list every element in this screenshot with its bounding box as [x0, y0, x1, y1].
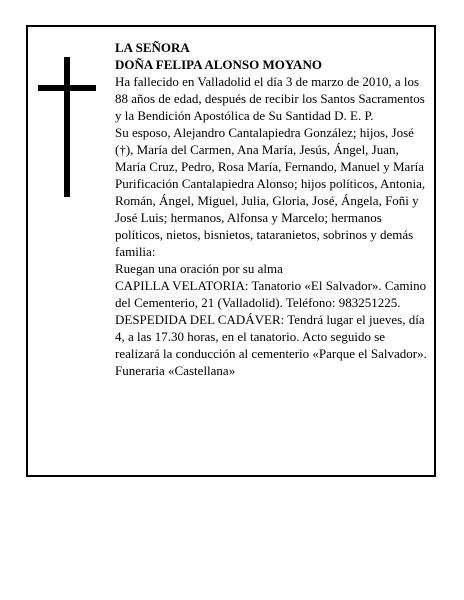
funeral-home: Funeraria «Castellana» [115, 363, 236, 378]
funeral-info: DESPEDIDA DEL CADÁVER: Tendrá lugar el jueves, día 4, a las 17.30 horas, en el tanatorio. Acto seguido se realizará la conducción al cementerio «Parque el Salvador». [115, 312, 427, 361]
chapel-info: CAPILLA VELATORIA: Tanatorio «El Salvador». Camino del Cementerio, 21 (Valladolid). Teléfono: 983251225. [115, 278, 427, 310]
prayer-request: Ruegan una oración por su alma [115, 261, 283, 276]
cross-icon [38, 57, 96, 197]
cross-horizontal-bar [38, 85, 96, 91]
deceased-name: DOÑA FELIPA ALONSO MOYANO [115, 57, 322, 72]
death-announcement: Ha fallecido en Valladolid el día 3 de marzo de 2010, a los 88 años de edad, después de recibir los Santos Sacramentos y la Bendición Apostólica de Su Santidad D. E. P. [115, 74, 425, 123]
notice-title: LA SEÑORA [115, 40, 190, 55]
family-list: Su esposo, Alejandro Cantalapiedra González; hijos, José (†), María del Carmen, Ana María, Jesús, Ángel, Juan, María Cruz, Pedro, Rosa María, Fernando, Manuel y María Purificación Cantalapiedra Alonso; hijos políticos, Antonia, Román, Ángel, Miguel, Julia, Gloria, José, Ángela, Foñi y José Luis; hermanos, Alfonsa y Marcelo; hermanos políticos, nietos, bisnietos, tataranietos, sobrinos y demás familia: [115, 125, 426, 259]
cross-vertical-bar [64, 57, 70, 197]
obituary-text [115, 39, 433, 379]
